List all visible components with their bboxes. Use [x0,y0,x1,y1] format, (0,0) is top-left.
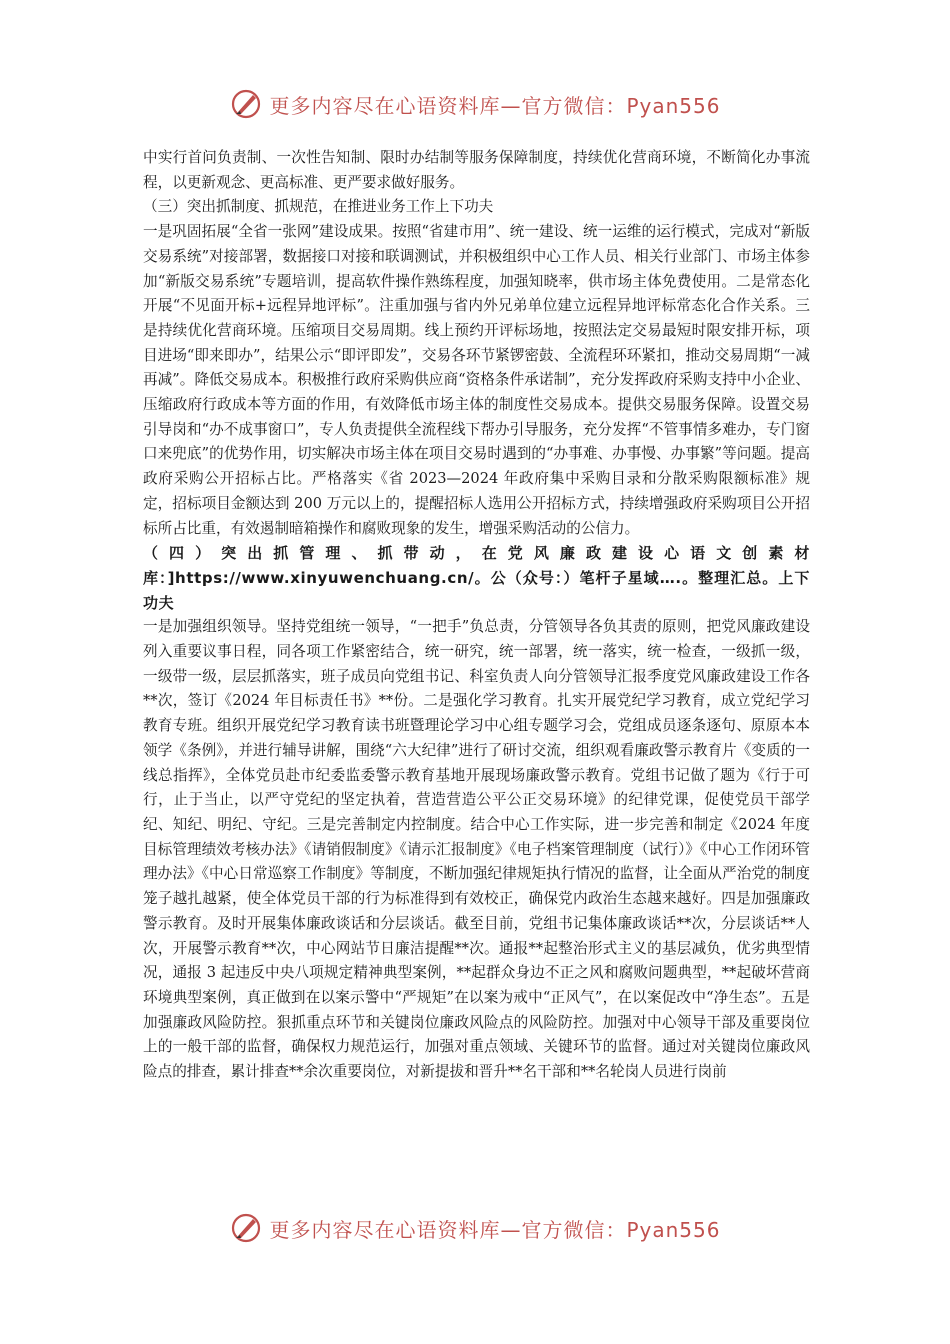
brush-logo-icon [229,87,263,121]
section-heading: （三）突出抓制度、抓规范，在推进业务工作上下功夫 [143,198,494,216]
brush-logo-icon [229,1211,263,1245]
banner-text: 更多内容尽在心语资料库—官方微信：Pyan556 [269,93,721,118]
watermark-banner-top [0,84,950,124]
watermark-banner-bottom [0,1208,950,1248]
document-body [143,146,810,1085]
paragraph: 中实行首问负责制、一次性告知制、限时办结制等服务保障制度，持续优化营商环境，不断简化办事流程，以更新观念、更高标准、更严要求做好服务。 [143,149,810,191]
banner-text: 更多内容尽在心语资料库—官方微信：Pyan556 [269,1217,721,1242]
section-heading: （四）突出抓管理、抓带动，在党风廉政建设心语文创素材库：]https://www.xinyuwenchuang.cn/。公（众号：）笔杆子星域….。整理汇总。上下功夫 [143,544,810,612]
paragraph: 一是巩固拓展“全省一张网”建设成果。按照“省建市用”、统一建设、统一运维的运行模式，完成对“新版交易系统”对接部署，数据接口对接和联调测试，并积极组织中心工作人员、相关行业部门、市场主体参加“新版交易系统”专题培训，提高软件操作熟练程度，加强知晓率，供市场主体免费使用。二是常态化开展“不见面开标+远程异地评标”。注重加强与省内外兄弟单位建立远程异地评标常态化合作关系。三是持续优化营商环境。压缩项目交易周期。线上预约开评标场地，按照法定交易最短时限安排开标，项目进场“即来即办”，结果公示“即评即发”，交易各环节紧锣密鼓、全流程环环紧扣，推动交易周期“一减再减”。降低交易成本。积极推行政府采购供应商“资格条件承诺制”，充分发挥政府采购支持中小企业、压缩政府行政成本等方面的作用，有效降低市场主体的制度性交易成本。提供交易服务保障。设置交易引导岗和“办不成事窗口”，专人负责提供全流程线下帮办引导服务，充分发挥“不管事情多难办，专门窗口来兜底”的优势作用，切实解决市场主体在项目交易时遇到的“办事难、办事慢、办事繁”等问题。提高政府采购公开招标占比。严格落实《省 2023—2024 年政府集中采购目录和分散采购限额标准》规定，招标项目金额达到 200 万元以上的，提醒招标人选用公开招标方式，持续增强政府采购项目公开招标所占比重，有效遏制暗箱操作和腐败现象的发生，增强采购活动的公信力。 [143,223,810,537]
paragraph: 一是加强组织领导。坚持党组统一领导，“一把手”负总责，分管领导各负其责的原则，把党风廉政建设列入重要议事日程，同各项工作紧密结合，统一研究，统一部署，统一落实，统一检查，一级抓一级，一级带一级，层层抓落实，班子成员向党组书记、科室负责人向分管领导汇报季度党风廉政建设工作各**次，签订《2024 年目标责任书》**份。二是强化学习教育。扎实开展党纪学习教育，成立党纪学习教育专班。组织开展党纪学习教育读书班暨理论学习中心组专题学习会，党组成员逐条逐句、原原本本领学《条例》，并进行辅导讲解，围绕“六大纪律”进行了研讨交流，组织观看廉政警示教育片《变质的一线总指挥》，全体党员赴市纪委监委警示教育基地开展现场廉政警示教育。党组书记做了题为《行于可行，止于当止，以严守党纪的坚定执着，营造营造公平公正交易环境》的纪律党课，促使党员干部学纪、知纪、明纪、守纪。三是完善制定内控制度。结合中心工作实际，进一步完善和制定《2024 年度目标管理绩效考核办法》《请销假制度》《请示汇报制度》《电子档案管理制度（试行）》《中心工作闭环管理办法》《中心日常巡察工作制度》等制度，不断加强纪律规矩执行情况的监督，让全面从严治党的制度笼子越扎越紧，使全体党员干部的行为标准得到有效校正，确保党内政治生态越来越好。四是加强廉政警示教育。及时开展集体廉政谈话和分层谈话。截至目前，党组书记集体廉政谈话**次，分层谈话**人次，开展警示教育**次，中心网站节日廉洁提醒**次。通报**起整治形式主义的基层减负，优劣典型情况，通报 3 起违反中央八项规定精神典型案例，**起群众身边不正之风和腐败问题典型，**起破坏营商环境典型案例，真正做到在以案示警中“严规矩”在以案为戒中“正风气”，在以案促改中“净生态”。五是加强廉政风险防控。狠抓重点环节和关键岗位廉政风险点的风险防控。加强对中心领导干部及重要岗位上的一般干部的监督，确保权力规范运行，加强对重点领域、关键环节的监督。通过对关键岗位廉政风险点的排查，累计排查**余次重要岗位，对新提拔和晋升**名干部和**名轮岗人员进行岗前 [143,618,810,1081]
